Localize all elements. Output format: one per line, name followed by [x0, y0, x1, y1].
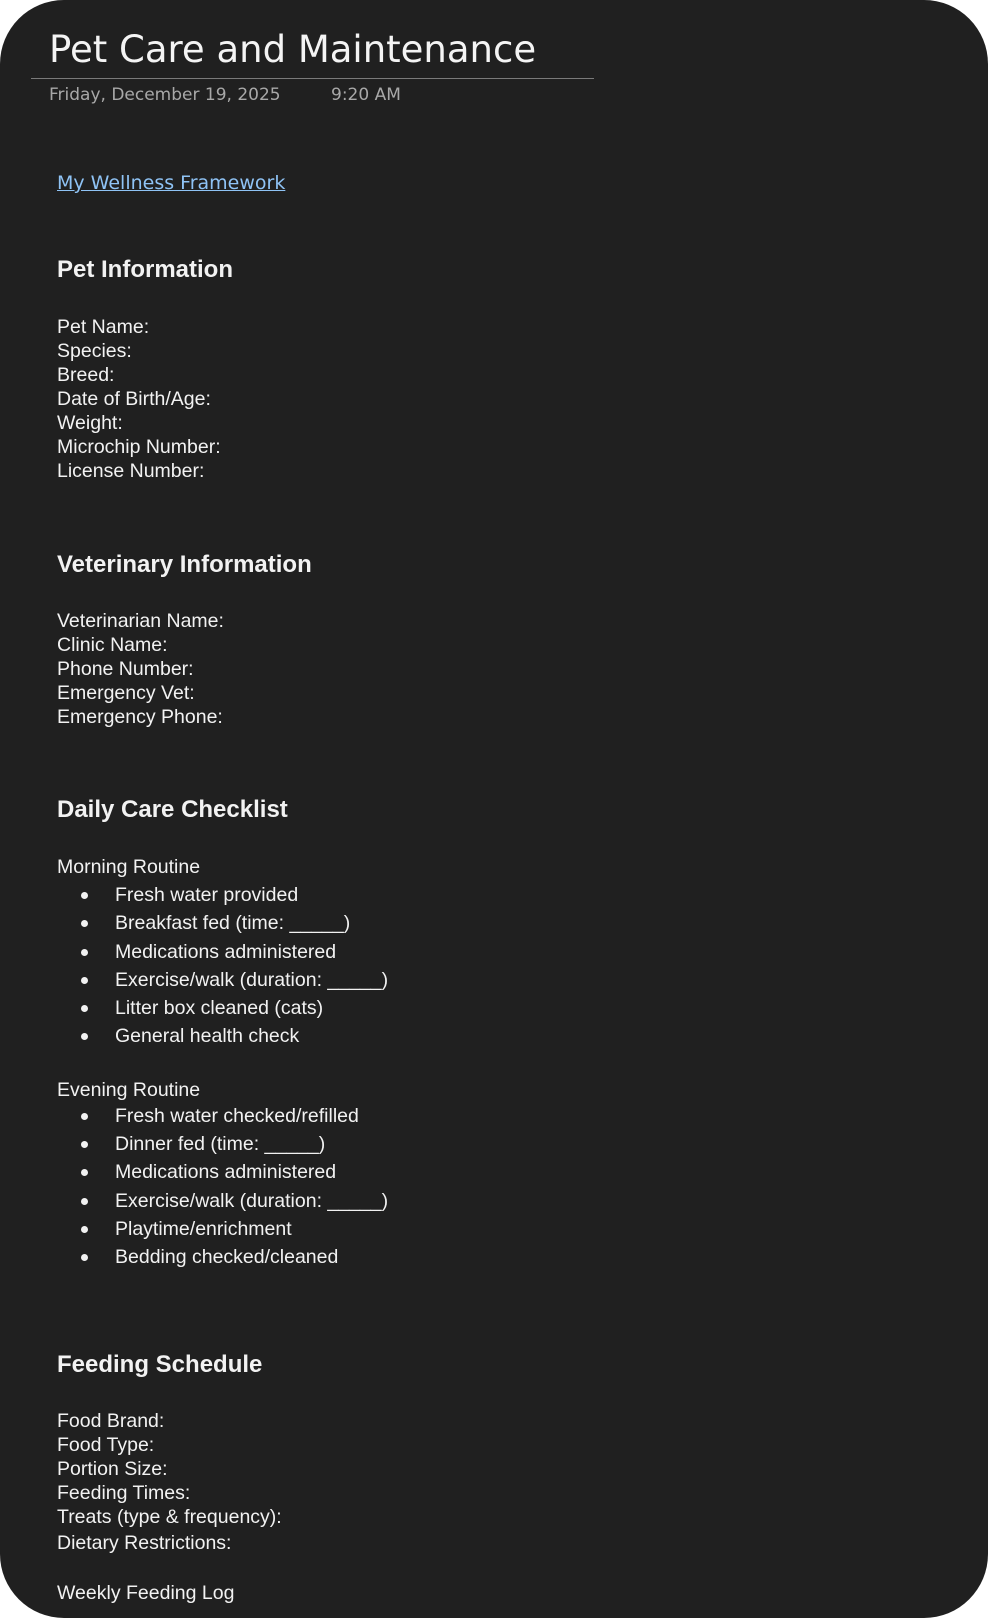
list-item[interactable]: Playtime/enrichment [57, 1215, 388, 1243]
morning-routine-label[interactable]: Morning Routine [57, 856, 201, 878]
field-treats[interactable]: Treats (type & frequency): [57, 1506, 282, 1528]
list-item[interactable]: Exercise/walk (duration: _____) [57, 966, 388, 994]
morning-routine-list [57, 881, 388, 1051]
bullet-icon [81, 892, 88, 899]
bullet-icon [81, 920, 88, 927]
list-item[interactable]: Exercise/walk (duration: _____) [57, 1187, 388, 1215]
field-pet-name[interactable]: Pet Name: [57, 316, 150, 338]
weekly-feeding-log-label[interactable]: Weekly Feeding Log [57, 1582, 235, 1604]
feeding-schedule-section [57, 1351, 282, 1605]
list-item[interactable]: Litter box cleaned (cats) [57, 994, 388, 1022]
page-time: 9:20 AM [331, 85, 401, 105]
field-phone-number[interactable]: Phone Number: [57, 658, 194, 680]
section-heading[interactable]: Veterinary Information [57, 551, 312, 578]
list-item[interactable]: Medications administered [57, 938, 388, 966]
bullet-icon [81, 1169, 88, 1176]
field-species[interactable]: Species: [57, 340, 132, 362]
field-feeding-times[interactable]: Feeding Times: [57, 1482, 191, 1504]
title-divider [31, 78, 594, 79]
bullet-icon [81, 1005, 88, 1012]
field-clinic-name[interactable]: Clinic Name: [57, 634, 168, 656]
field-emergency-vet[interactable]: Emergency Vet: [57, 682, 195, 704]
field-emergency-phone[interactable]: Emergency Phone: [57, 706, 223, 728]
bullet-icon [81, 1033, 88, 1040]
evening-routine-label[interactable]: Evening Routine [57, 1078, 201, 1101]
field-food-type[interactable]: Food Type: [57, 1434, 155, 1456]
evening-routine-list [57, 1102, 388, 1272]
list-item[interactable]: General health check [57, 1022, 388, 1050]
page-title[interactable]: Pet Care and Maintenance [49, 28, 537, 71]
field-license[interactable]: License Number: [57, 460, 205, 482]
list-item[interactable]: Fresh water checked/refilled [57, 1102, 388, 1130]
section-heading[interactable]: Feeding Schedule [57, 1351, 263, 1378]
page-date: Friday, December 19, 2025 [49, 85, 281, 105]
wellness-framework-link[interactable]: My Wellness Framework [57, 172, 286, 194]
list-item[interactable]: Dinner fed (time: _____) [57, 1130, 388, 1158]
pet-information-section [57, 256, 233, 483]
list-item[interactable]: Fresh water provided [57, 881, 388, 909]
bullet-icon [81, 949, 88, 956]
field-food-brand[interactable]: Food Brand: [57, 1410, 165, 1432]
veterinary-information-section [57, 551, 312, 729]
field-weight[interactable]: Weight: [57, 412, 123, 434]
list-item[interactable]: Breakfast fed (time: _____) [57, 909, 388, 937]
field-portion-size[interactable]: Portion Size: [57, 1458, 168, 1480]
section-heading[interactable]: Pet Information [57, 256, 234, 283]
daily-care-section [57, 796, 388, 1272]
list-item[interactable]: Medications administered [57, 1158, 388, 1186]
bullet-icon [81, 1113, 88, 1120]
bullet-icon [81, 1141, 88, 1148]
field-microchip[interactable]: Microchip Number: [57, 436, 221, 458]
field-dob-age[interactable]: Date of Birth/Age: [57, 388, 211, 410]
section-heading[interactable]: Daily Care Checklist [57, 796, 288, 823]
bullet-icon [81, 1198, 88, 1205]
field-dietary-restrictions[interactable]: Dietary Restrictions: [57, 1532, 232, 1554]
list-item[interactable]: Bedding checked/cleaned [57, 1243, 388, 1271]
field-vet-name[interactable]: Veterinarian Name: [57, 610, 224, 632]
bullet-icon [81, 1254, 88, 1261]
bullet-icon [81, 977, 88, 984]
bullet-icon [81, 1226, 88, 1233]
field-breed[interactable]: Breed: [57, 364, 115, 386]
